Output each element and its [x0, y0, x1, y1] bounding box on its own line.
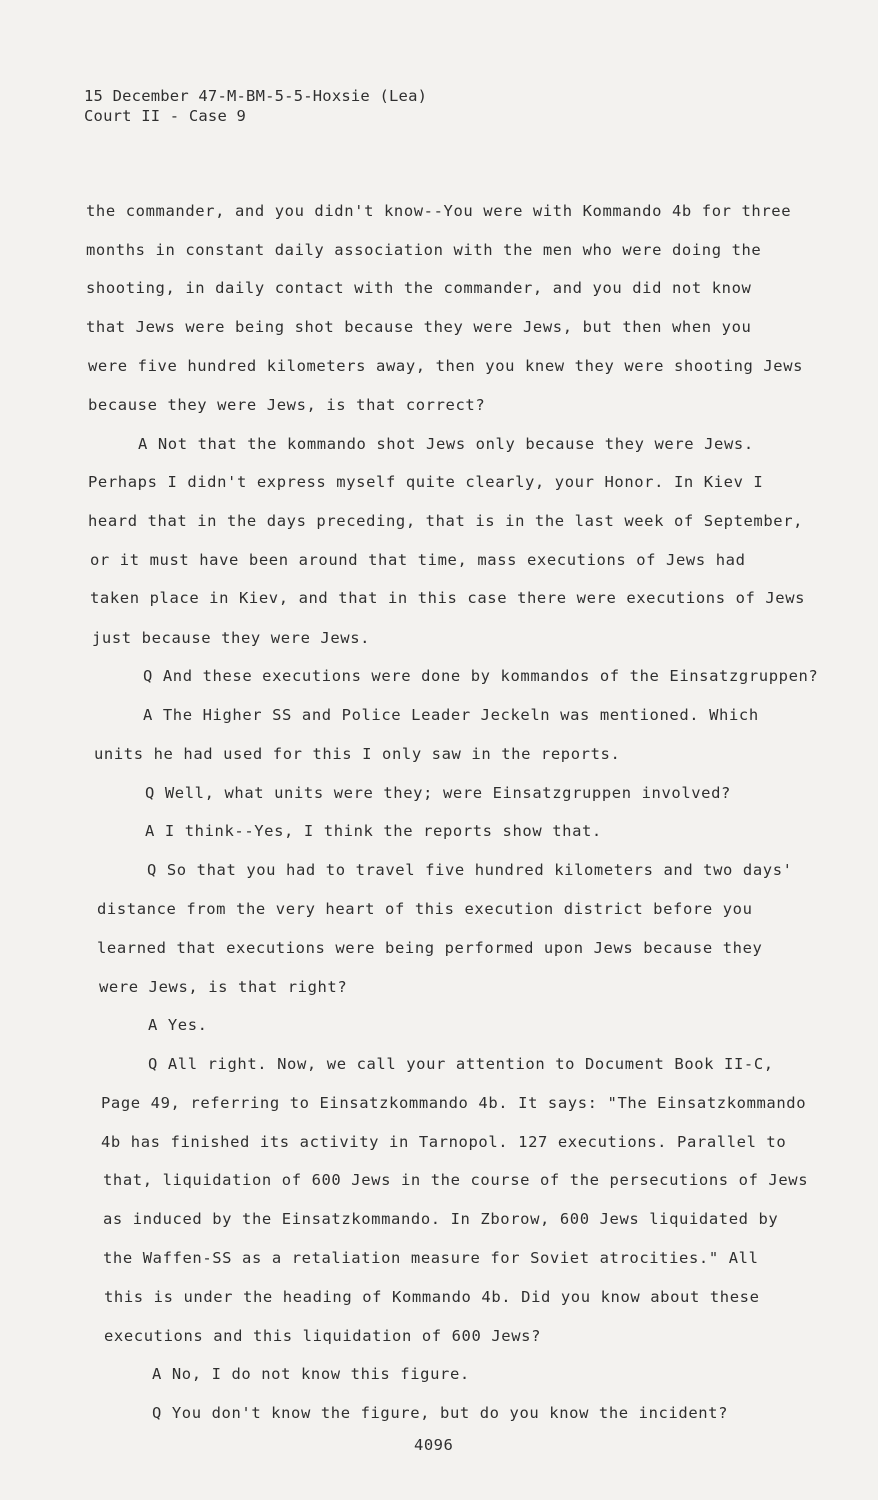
header-case-reference: 15 December 47-M-BM-5-5-Hoxsie (Lea): [84, 87, 428, 105]
transcript-line: Q And these executions were done by kommandos of the Einsatzgruppen?: [143, 667, 819, 685]
transcript-line: A Not that the kommando shot Jews only because they were Jews.: [138, 435, 754, 453]
transcript-line: this is under the heading of Kommando 4b. Did you know about these: [104, 1288, 760, 1306]
transcript-line: A I think--Yes, I think the reports show that.: [145, 822, 602, 840]
transcript-line: Q Well, what units were they; were Einsatzgruppen involved?: [145, 784, 731, 802]
transcript-line: learned that executions were being performed upon Jews because they: [97, 939, 763, 957]
transcript-line: because they were Jews, is that correct?: [88, 396, 486, 414]
transcript-line: or it must have been around that time, mass executions of Jews had: [90, 551, 746, 569]
transcript-line: distance from the very heart of this execution district before you: [97, 900, 753, 918]
transcript-line: 4b has finished its activity in Tarnopol. 127 executions. Parallel to: [101, 1133, 787, 1151]
transcript-line: A No, I do not know this figure.: [152, 1365, 470, 1383]
transcript-line: months in constant daily association with the men who were doing the: [86, 241, 762, 259]
transcript-line: A Yes.: [148, 1016, 208, 1034]
transcript-line: shooting, in daily contact with the commander, and you did not know: [86, 279, 752, 297]
header-court: Court II - Case 9: [84, 107, 247, 125]
transcript-line: Q So that you had to travel five hundred kilometers and two days': [147, 861, 793, 879]
transcript-line: heard that in the days preceding, that is in the last week of September,: [88, 512, 804, 530]
transcript-line: as induced by the Einsatzkommando. In Zborow, 600 Jews liquidated by: [103, 1210, 779, 1228]
transcript-line: taken place in Kiev, and that in this case there were executions of Jews: [90, 589, 806, 607]
transcript-line: that, liquidation of 600 Jews in the course of the persecutions of Jews: [103, 1171, 809, 1189]
transcript-line: Perhaps I didn't express myself quite clearly, your Honor. In Kiev I: [88, 473, 764, 491]
page-number: 4096: [414, 1436, 454, 1454]
transcript-line: that Jews were being shot because they were Jews, but then when you: [86, 318, 752, 336]
transcript-line: A The Higher SS and Police Leader Jeckeln was mentioned. Which: [143, 706, 759, 724]
transcript-line: units he had used for this I only saw in the reports.: [94, 745, 621, 763]
transcript-line: just because they were Jews.: [92, 629, 371, 647]
transcript-line: were five hundred kilometers away, then you knew they were shooting Jews: [88, 357, 804, 375]
transcript-line: were Jews, is that right?: [99, 978, 348, 996]
transcript-line: the commander, and you didn't know--You were with Kommando 4b for three: [86, 202, 792, 220]
transcript-line: Q All right. Now, we call your attention to Document Book II-C,: [148, 1055, 774, 1073]
transcript-line: the Waffen-SS as a retaliation measure for Soviet atrocities." All: [103, 1249, 759, 1267]
transcript-line: Q You don't know the figure, but do you know the incident?: [152, 1404, 729, 1422]
transcript-line: Page 49, referring to Einsatzkommando 4b. It says: "The Einsatzkommando: [101, 1094, 807, 1112]
transcript-line: executions and this liquidation of 600 Jews?: [104, 1327, 541, 1345]
